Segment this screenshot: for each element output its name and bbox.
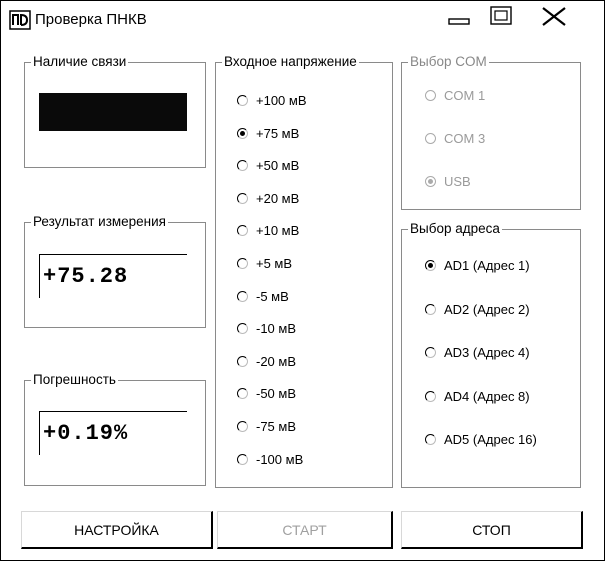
address-radio-4[interactable] <box>425 389 530 404</box>
voltage-radio-8[interactable] <box>237 321 296 336</box>
close-icon[interactable] <box>535 5 575 31</box>
radio-button-icon[interactable] <box>237 128 248 139</box>
radio-button-icon[interactable] <box>237 225 248 236</box>
voltage-radio-11[interactable] <box>237 419 296 434</box>
voltage-radio-10[interactable] <box>237 386 296 401</box>
voltage-radio-1[interactable] <box>237 93 307 108</box>
com-label: Выбор COM <box>410 54 487 69</box>
address-radio-label: AD4 (Адрес 8) <box>444 388 530 404</box>
error-readout: +0.19% <box>39 411 187 455</box>
voltage-radio-6[interactable] <box>237 256 292 271</box>
radio-button-icon[interactable] <box>237 323 248 334</box>
voltage-radio-7[interactable] <box>237 289 289 304</box>
com-radio-3[interactable] <box>425 174 471 189</box>
radio-button-icon[interactable] <box>425 90 436 101</box>
connection-indicator <box>39 93 187 131</box>
radio-button-icon[interactable] <box>237 291 248 302</box>
maximize-icon[interactable] <box>482 5 522 31</box>
radio-button-icon[interactable] <box>425 260 436 271</box>
voltage-radio-label: +20 мВ <box>256 190 300 206</box>
voltage-radio-label: +5 мВ <box>256 256 293 271</box>
voltage-radio-9[interactable] <box>237 354 296 369</box>
voltage-radio-label: +75 мВ <box>256 125 300 141</box>
radio-button-icon[interactable] <box>237 454 248 465</box>
voltage-radio-label: -50 мВ <box>256 386 297 402</box>
com-radio-2[interactable] <box>425 131 485 146</box>
address-radio-2[interactable] <box>425 302 530 317</box>
address-radio-label: AD1 (Адрес 1) <box>444 258 530 273</box>
radio-button-icon[interactable] <box>237 421 248 432</box>
window-title: Проверка ПНКВ <box>35 11 147 28</box>
minimize-icon[interactable] <box>435 5 475 31</box>
app-logo-icon <box>9 10 31 30</box>
voltage-radio-label: +50 мВ <box>256 158 300 174</box>
address-radio-3[interactable] <box>425 345 530 360</box>
voltage-radio-3[interactable] <box>237 158 299 173</box>
com-radio-1[interactable] <box>425 88 485 103</box>
stop-button[interactable]: СТОП <box>401 511 583 549</box>
voltage-radio-5[interactable] <box>237 223 299 238</box>
com-radio-label: COM 1 <box>444 88 486 103</box>
voltage-radio-4[interactable] <box>237 191 299 206</box>
result-label: Результат измерения <box>33 214 166 229</box>
settings-button[interactable]: НАСТРОЙКА <box>21 511 213 549</box>
error-label: Погрешность <box>33 372 116 387</box>
result-readout: +75.28 <box>39 254 187 298</box>
radio-button-icon[interactable] <box>425 133 436 144</box>
title-bar[interactable] <box>1 1 604 39</box>
voltage-radio-label: +10 мВ <box>256 223 300 239</box>
radio-button-icon[interactable] <box>425 391 436 402</box>
radio-button-icon[interactable] <box>237 258 248 269</box>
voltage-label: Входное напряжение <box>224 54 357 69</box>
voltage-radio-label: -20 мВ <box>256 353 297 369</box>
address-radio-label: AD2 (Адрес 2) <box>444 301 530 317</box>
radio-button-icon[interactable] <box>425 176 436 187</box>
address-radio-5[interactable] <box>425 432 537 447</box>
radio-button-icon[interactable] <box>237 160 248 171</box>
address-radio-label: AD3 (Адрес 4) <box>444 345 530 360</box>
address-radio-1[interactable] <box>425 258 530 273</box>
address-label: Выбор адреса <box>410 221 500 236</box>
radio-button-icon[interactable] <box>425 434 436 445</box>
voltage-radio-label: -5 мВ <box>256 288 289 304</box>
voltage-radio-12[interactable] <box>237 452 303 467</box>
com-radio-label: COM 3 <box>444 131 486 146</box>
voltage-radio-label: -10 мВ <box>256 321 297 337</box>
voltage-radio-label: -100 мВ <box>256 451 304 467</box>
start-button[interactable]: СТАРТ <box>217 511 393 549</box>
radio-button-icon[interactable] <box>237 95 248 106</box>
connection-label: Наличие связи <box>33 54 127 69</box>
com-radio-label: USB <box>444 174 471 189</box>
radio-button-icon[interactable] <box>425 347 436 358</box>
voltage-radio-label: -75 мВ <box>256 419 297 434</box>
voltage-radio-2[interactable] <box>237 126 299 141</box>
voltage-radio-label: +100 мВ <box>256 93 307 108</box>
radio-button-icon[interactable] <box>425 304 436 315</box>
radio-button-icon[interactable] <box>237 388 248 399</box>
radio-button-icon[interactable] <box>237 356 248 367</box>
address-radio-label: AD5 (Адрес 16) <box>444 432 537 447</box>
radio-button-icon[interactable] <box>237 193 248 204</box>
